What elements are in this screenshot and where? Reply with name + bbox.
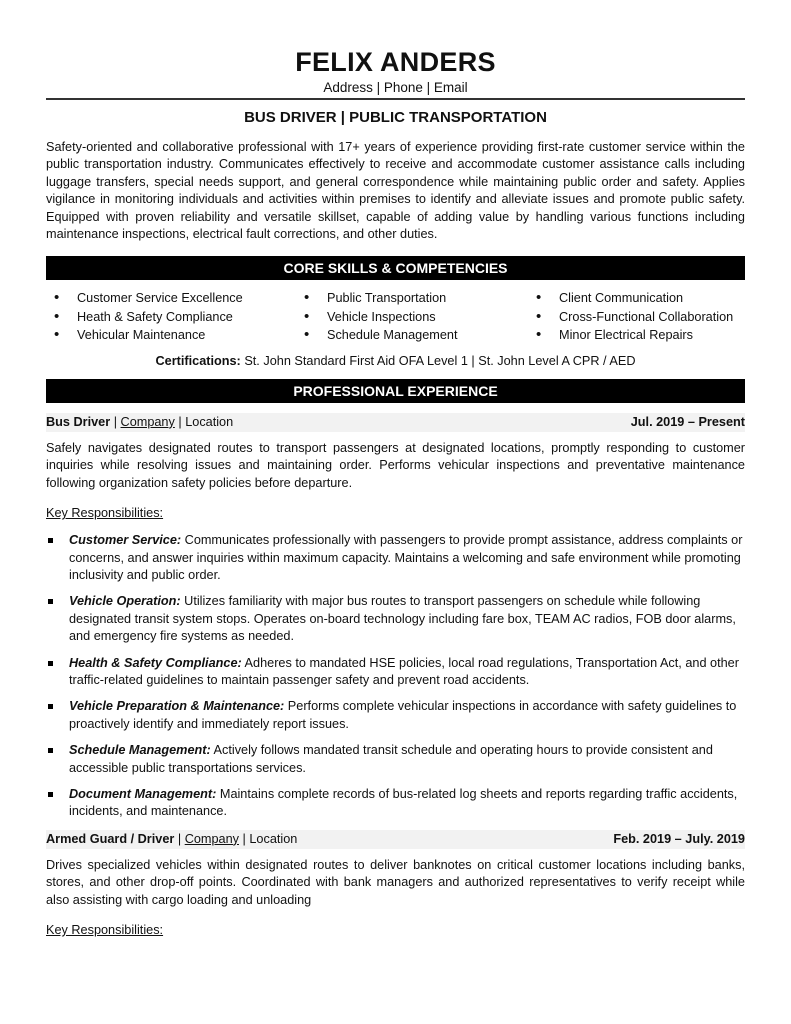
responsibility-item (46, 532, 745, 584)
job-dates: Feb. 2019 – July. 2019 (613, 831, 745, 846)
responsibility-item (46, 655, 745, 690)
skills-column-2 (296, 289, 528, 345)
job-location: Location (185, 414, 234, 429)
skill-item: • Minor Electrical Repairs (528, 326, 745, 345)
company-name: Company (184, 831, 239, 846)
responsibility-title: Customer Service: (69, 533, 182, 548)
job-title-line (46, 830, 297, 849)
skill-item: • Cross-Functional Collaboration (528, 308, 745, 327)
job-header (46, 830, 745, 849)
responsibility-text: Utilizes familiarity with major bus routes to transport passengers on schedule while following designated transit system stops. Operates on-board technology including fare box, TEAM AC radios, FOB door alarms, and emergency fire systems as needed. (69, 594, 736, 644)
key-responsibilities-label: Key Responsibilities: (46, 506, 164, 521)
job-header (46, 413, 745, 432)
skills-grid (46, 289, 745, 345)
job-description: Safely navigates designated routes to transport passengers at designated locations, promptly responding to customer inquiries while resolving issues and maintaining order. Performs vehicular inspections and preventative maintenance following organization safety policies before departure. (46, 440, 745, 490)
skill-item: • Vehicle Inspections (296, 308, 528, 327)
skill-item: • Public Transportation (296, 289, 528, 308)
skill-item: • Schedule Management (296, 326, 528, 345)
key-responsibilities-label: Key Responsibilities: (46, 923, 164, 938)
separator: | (110, 414, 121, 429)
skills-column-1 (46, 289, 296, 345)
responsibility-title: Vehicle Preparation & Maintenance: (69, 699, 285, 714)
responsibility-text: Adheres to mandated HSE policies, local road regulations, Transportation Act, and other traffic-related guidelines to maintain passenger safety and prevent road accidents. (69, 655, 739, 687)
responsibility-title: Schedule Management: (69, 743, 211, 758)
skills-section-heading: CORE SKILLS & COMPETENCIES (46, 256, 745, 280)
responsibility-title: Document Management: (69, 787, 217, 802)
job-title-line (46, 413, 233, 432)
header-divider (46, 98, 745, 100)
company-name: Company (120, 414, 175, 429)
certifications-label: Certifications: (155, 353, 241, 368)
job-location: Location (249, 831, 298, 846)
job-dates: Jul. 2019 – Present (630, 414, 745, 429)
separator: | (239, 831, 250, 846)
skill-item: • Client Communication (528, 289, 745, 308)
responsibility-text: Performs complete vehicular inspections in accordance with safety guidelines to proactively identify and immediately report issues. (69, 699, 737, 731)
skill-item: • Heath & Safety Compliance (46, 308, 296, 327)
responsibility-title: Vehicle Operation: (69, 594, 181, 609)
job-description: Drives specialized vehicles within designated routes to deliver banknotes on critical customer locations including banks, stores, and other drop-off points. Coordinated with bank managers and authorized representatives to verify receipt while also assisting with cargo loading and unloading (46, 857, 745, 907)
skill-item: • Customer Service Excellence (46, 289, 296, 308)
responsibilities-list (46, 532, 745, 821)
professional-title: BUS DRIVER | PUBLIC TRANSPORTATION (244, 109, 547, 126)
skills-column-3 (528, 289, 745, 345)
summary-paragraph: Safety-oriented and collaborative professional with 17+ years of experience providing first-rate customer service within the public transportation industry. Communicates effectively to receive and accommodate customer assistance calls including luggage transfers, special needs support, and general correspondence while maintaining public order and safety. Applies vigilance in monitoring individuals and activities within premises to identify and alleviate issues and promote public safety. Equipped with proven reliability and versatile skillset, capable of adding value by handling various functions including maintenance inspections, electrical fault corrections, and other duties. (46, 140, 745, 242)
responsibility-item (46, 742, 745, 777)
responsibility-item (46, 593, 745, 645)
responsibility-text: Maintains complete records of bus-related log sheets and reports regarding traffic accidents, incidents, and maintenance. (69, 787, 738, 819)
contact-line: Address | Phone | Email (323, 80, 468, 95)
responsibility-item (46, 698, 745, 733)
job-title: Armed Guard / Driver (46, 831, 175, 846)
responsibility-text: Actively follows mandated transit schedule and operating hours to provide consistent and accessible public transportations services. (69, 743, 713, 775)
certifications-text: St. John Standard First Aid OFA Level 1 | St. John Level A CPR / AED (240, 353, 636, 368)
separator: | (174, 414, 186, 429)
candidate-name: FELIX ANDERS (295, 47, 496, 77)
job-title: Bus Driver (46, 414, 111, 429)
separator: | (174, 831, 185, 846)
responsibility-title: Health & Safety Compliance: (69, 655, 242, 670)
responsibility-item (46, 786, 745, 821)
experience-section-heading: PROFESSIONAL EXPERIENCE (46, 379, 745, 403)
certifications-line (46, 353, 745, 370)
skill-item: • Vehicular Maintenance (46, 326, 296, 345)
responsibility-text: Communicates professionally with passengers to provide prompt assistance, address complaints or concerns, and answer inquiries within maximum capacity. Maintains a welcoming and safe environment while promoting inclusivity and public order. (69, 533, 743, 582)
